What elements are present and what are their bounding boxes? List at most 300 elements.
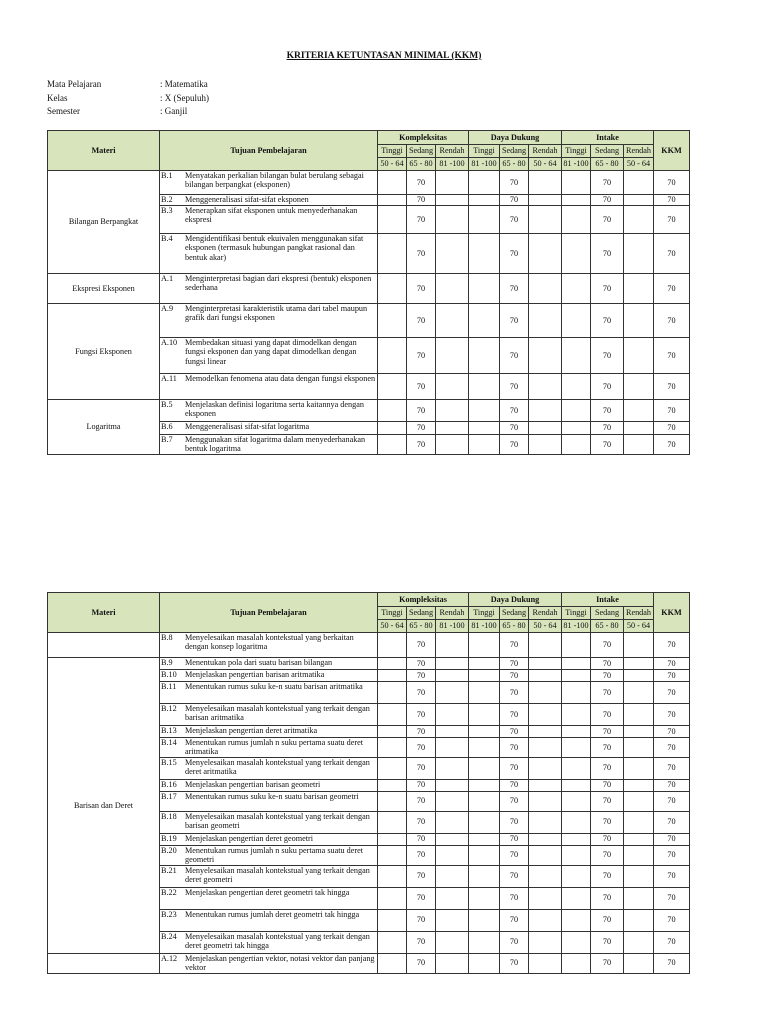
kkm-cell: 70 (654, 658, 690, 670)
score-cell: 70 (591, 726, 624, 738)
empty-cell (469, 206, 500, 234)
empty-cell (529, 435, 562, 455)
header-level: Sedang (407, 607, 436, 620)
tujuan-cell (160, 738, 378, 758)
empty-cell (624, 234, 654, 274)
tujuan-code: B.13 (161, 726, 177, 735)
header-level: Tinggi (378, 145, 407, 158)
empty-cell (469, 633, 500, 658)
score-cell: 70 (591, 865, 624, 887)
empty-cell (469, 195, 500, 206)
empty-cell (562, 670, 591, 682)
empty-cell (529, 274, 562, 304)
score-cell: 70 (591, 791, 624, 811)
score-cell: 70 (500, 909, 529, 931)
kkm-cell: 70 (654, 682, 690, 704)
empty-cell (529, 887, 562, 909)
empty-cell (624, 811, 654, 833)
materi-cell: Barisan dan Deret (48, 658, 160, 954)
empty-cell (624, 338, 654, 374)
empty-cell (624, 865, 654, 887)
tujuan-wrap (160, 704, 377, 723)
tujuan-cell (160, 206, 378, 234)
score-cell: 70 (500, 738, 529, 758)
empty-cell (529, 909, 562, 931)
tujuan-text: Menentukan rumus jumlah deret geometri tak hingga (185, 909, 360, 919)
tujuan-text: Menggeneralisasi sifat-sifat logaritma (185, 422, 310, 431)
tujuan-wrap (160, 435, 377, 454)
header-level: Tinggi (562, 145, 591, 158)
kkm-cell: 70 (654, 811, 690, 833)
empty-cell (529, 845, 562, 865)
empty-cell (469, 887, 500, 909)
table-row (48, 304, 690, 338)
tujuan-cell (160, 887, 378, 909)
score-cell: 70 (591, 338, 624, 374)
tujuan-text: Menjelaskan pengertian deret geometri (185, 833, 313, 843)
score-cell: 70 (591, 704, 624, 726)
empty-cell (378, 304, 407, 338)
tujuan-cell (160, 400, 378, 422)
empty-cell (624, 738, 654, 758)
score-cell: 70 (500, 171, 529, 195)
tujuan-cell (160, 374, 378, 400)
score-cell: 70 (407, 195, 436, 206)
empty-cell (378, 909, 407, 931)
empty-cell (436, 304, 469, 338)
empty-cell (529, 811, 562, 833)
tujuan-wrap (160, 834, 377, 843)
score-cell: 70 (407, 304, 436, 338)
header-range: 65 - 80 (407, 158, 436, 171)
score-cell: 70 (500, 304, 529, 338)
tujuan-cell (160, 670, 378, 682)
tujuan-wrap (160, 633, 377, 652)
header-tujuan: Tujuan Pembelajaran (160, 593, 378, 633)
score-cell: 70 (500, 195, 529, 206)
kkm-table-2 (47, 592, 690, 974)
tujuan-code: A.11 (161, 374, 177, 383)
empty-cell (562, 931, 591, 953)
header-range: 50 - 64 (378, 620, 407, 633)
score-cell: 70 (407, 435, 436, 455)
empty-cell (624, 374, 654, 400)
score-cell: 70 (407, 845, 436, 865)
info-label: Semester (47, 106, 80, 116)
info-row-semester (47, 105, 209, 119)
kkm-cell: 70 (654, 726, 690, 738)
empty-cell (624, 887, 654, 909)
header-kkm: KKM (654, 593, 690, 633)
tujuan-text: Menyatakan perkalian bilangan bulat berulang sebagai bilangan berpangkat (eksponen) (185, 171, 364, 190)
kkm-cell: 70 (654, 422, 690, 435)
empty-cell (624, 909, 654, 931)
tujuan-wrap (160, 866, 377, 885)
header-range: 65 - 80 (407, 620, 436, 633)
kkm-cell: 70 (654, 206, 690, 234)
empty-cell (469, 845, 500, 865)
tujuan-code: B.22 (161, 887, 177, 897)
tujuan-code: B.21 (161, 865, 177, 875)
empty-cell (378, 931, 407, 953)
tujuan-cell (160, 909, 378, 931)
tujuan-text: Menyelesaikan masalah kontekstual yang berkaitan dengan konsep logaritma (185, 633, 354, 652)
score-cell: 70 (407, 931, 436, 953)
header-range: 50 - 64 (529, 158, 562, 171)
empty-cell (469, 953, 500, 973)
empty-cell (436, 811, 469, 833)
empty-cell (469, 304, 500, 338)
tujuan-wrap (160, 422, 377, 431)
empty-cell (529, 304, 562, 338)
empty-cell (436, 738, 469, 758)
header-level: Rendah (624, 145, 654, 158)
tujuan-text: Menjelaskan definisi logaritma serta kaitannya dengan eksponen (185, 400, 364, 419)
empty-cell (624, 658, 654, 670)
empty-cell (436, 845, 469, 865)
header-row (48, 131, 690, 145)
empty-cell (529, 195, 562, 206)
score-cell: 70 (591, 953, 624, 973)
header-materi: Materi (48, 593, 160, 633)
score-cell: 70 (500, 658, 529, 670)
tujuan-code: B.6 (161, 422, 173, 431)
empty-cell (562, 887, 591, 909)
score-cell: 70 (591, 909, 624, 931)
tujuan-wrap (160, 954, 377, 973)
header-range: 81 -100 (436, 158, 469, 171)
empty-cell (529, 374, 562, 400)
tujuan-text: Menerapkan sifat eksponen untuk menyederhanakan ekspresi (185, 206, 358, 225)
tujuan-wrap (160, 910, 377, 919)
score-cell: 70 (500, 400, 529, 422)
empty-cell (624, 422, 654, 435)
tujuan-code: B.9 (161, 658, 173, 667)
empty-cell (562, 779, 591, 791)
score-cell: 70 (500, 682, 529, 704)
tujuan-code: B.12 (161, 704, 177, 713)
tujuan-cell (160, 726, 378, 738)
score-cell: 70 (407, 738, 436, 758)
empty-cell (378, 234, 407, 274)
score-cell: 70 (407, 704, 436, 726)
empty-cell (378, 670, 407, 682)
empty-cell (378, 953, 407, 973)
empty-cell (562, 811, 591, 833)
kkm-cell: 70 (654, 791, 690, 811)
kkm-cell: 70 (654, 833, 690, 845)
tujuan-code: B.20 (161, 845, 177, 855)
tujuan-code: A.12 (161, 953, 178, 963)
score-cell: 70 (591, 757, 624, 779)
header-range: 65 - 80 (500, 158, 529, 171)
empty-cell (469, 738, 500, 758)
tujuan-wrap (160, 792, 377, 801)
tujuan-code: A.9 (161, 304, 174, 313)
empty-cell (436, 779, 469, 791)
empty-cell (562, 234, 591, 274)
empty-cell (378, 682, 407, 704)
header-level: Sedang (500, 607, 529, 620)
empty-cell (436, 658, 469, 670)
empty-cell (529, 422, 562, 435)
empty-cell (562, 435, 591, 455)
tujuan-cell (160, 274, 378, 304)
tujuan-text: Menyelesaikan masalah kontekstual yang terkait dengan deret geometri (185, 865, 370, 884)
kkm-cell: 70 (654, 435, 690, 455)
empty-cell (529, 400, 562, 422)
tujuan-code: B.14 (161, 738, 177, 747)
kkm-cell: 70 (654, 274, 690, 304)
table-row (48, 171, 690, 195)
tujuan-wrap (160, 374, 377, 383)
score-cell: 70 (591, 171, 624, 195)
empty-cell (469, 811, 500, 833)
tujuan-code: B.24 (161, 931, 177, 941)
empty-cell (562, 953, 591, 973)
kkm-table-1 (47, 130, 690, 455)
header-level: Tinggi (469, 607, 500, 620)
score-cell: 70 (407, 206, 436, 234)
header-intake: Intake (562, 593, 654, 607)
empty-cell (436, 206, 469, 234)
empty-cell (436, 422, 469, 435)
empty-cell (378, 374, 407, 400)
tujuan-wrap (160, 888, 377, 897)
empty-cell (378, 435, 407, 455)
info-value: : Ganjil (160, 106, 188, 116)
kkm-cell: 70 (654, 195, 690, 206)
score-cell: 70 (500, 633, 529, 658)
score-cell: 70 (500, 931, 529, 953)
empty-cell (378, 704, 407, 726)
kkm-cell: 70 (654, 400, 690, 422)
kkm-cell: 70 (654, 171, 690, 195)
tujuan-code: B.8 (161, 633, 173, 642)
header-range: 50 - 64 (624, 620, 654, 633)
tujuan-code: B.1 (161, 171, 173, 180)
score-cell: 70 (500, 887, 529, 909)
empty-cell (624, 757, 654, 779)
score-cell: 70 (500, 726, 529, 738)
empty-cell (378, 865, 407, 887)
empty-cell (562, 757, 591, 779)
score-cell: 70 (407, 811, 436, 833)
score-cell: 70 (591, 779, 624, 791)
kkm-cell: 70 (654, 374, 690, 400)
empty-cell (378, 779, 407, 791)
empty-cell (436, 374, 469, 400)
tujuan-cell (160, 633, 378, 658)
table-row (48, 658, 690, 670)
empty-cell (529, 833, 562, 845)
header-range: 65 - 80 (500, 620, 529, 633)
empty-cell (529, 338, 562, 374)
tujuan-code: B.4 (161, 234, 173, 243)
tujuan-wrap (160, 234, 377, 262)
tujuan-text: Menjelaskan pengertian deret aritmatika (185, 726, 318, 735)
kkm-cell: 70 (654, 338, 690, 374)
header-level: Sedang (500, 145, 529, 158)
score-cell: 70 (591, 887, 624, 909)
tujuan-text: Menjelaskan pengertian barisan geometri (185, 779, 321, 789)
score-cell: 70 (500, 374, 529, 400)
score-cell: 70 (407, 909, 436, 931)
tujuan-code: B.19 (161, 833, 177, 843)
score-cell: 70 (500, 833, 529, 845)
header-level: Sedang (407, 145, 436, 158)
empty-cell (469, 274, 500, 304)
empty-cell (624, 171, 654, 195)
score-cell: 70 (591, 274, 624, 304)
tujuan-code: B.10 (161, 670, 177, 679)
header-range: 81 -100 (436, 620, 469, 633)
empty-cell (562, 338, 591, 374)
empty-cell (436, 704, 469, 726)
score-cell: 70 (407, 757, 436, 779)
info-label: Mata Pelajaran (47, 79, 102, 89)
tujuan-text: Menjelaskan pengertian barisan aritmatika (185, 670, 325, 679)
tujuan-cell (160, 682, 378, 704)
empty-cell (529, 865, 562, 887)
tujuan-text: Menyelesaikan masalah kontekstual yang terkait dengan deret aritmatika (185, 757, 370, 776)
materi-cell (48, 953, 160, 973)
tujuan-text: Menentukan pola dari suatu barisan bilangan (185, 658, 333, 667)
empty-cell (469, 833, 500, 845)
materi-cell: Fungsi Eksponen (48, 304, 160, 400)
empty-cell (436, 400, 469, 422)
tujuan-wrap (160, 400, 377, 419)
empty-cell (562, 422, 591, 435)
score-cell: 70 (500, 274, 529, 304)
score-cell: 70 (591, 931, 624, 953)
tujuan-text: Menentukan rumus suku ke-n suatu barisan geometri (185, 791, 359, 801)
empty-cell (469, 726, 500, 738)
info-row-class (47, 92, 209, 106)
tujuan-cell (160, 845, 378, 865)
score-cell: 70 (591, 811, 624, 833)
score-cell: 70 (407, 779, 436, 791)
tujuan-wrap (160, 274, 377, 293)
header-kompleksitas: Kompleksitas (378, 131, 469, 145)
tujuan-text: Menggunakan sifat logaritma dalam menyederhanakan bentuk logaritma (185, 435, 366, 454)
tujuan-code: B.2 (161, 195, 173, 204)
score-cell: 70 (407, 400, 436, 422)
info-value: : Matematika (160, 79, 208, 89)
empty-cell (436, 435, 469, 455)
info-row-subject (47, 78, 209, 92)
header-level: Tinggi (378, 607, 407, 620)
tujuan-cell (160, 422, 378, 435)
kkm-cell: 70 (654, 757, 690, 779)
empty-cell (378, 845, 407, 865)
empty-cell (529, 757, 562, 779)
tujuan-wrap (160, 780, 377, 789)
empty-cell (469, 757, 500, 779)
score-cell: 70 (500, 435, 529, 455)
score-cell: 70 (407, 338, 436, 374)
empty-cell (378, 400, 407, 422)
empty-cell (469, 682, 500, 704)
tujuan-wrap (160, 758, 377, 777)
score-cell: 70 (407, 833, 436, 845)
empty-cell (529, 670, 562, 682)
tujuan-code: B.17 (161, 791, 177, 801)
tujuan-text: Menentukan rumus jumlah n suku pertama suatu deret aritmatika (185, 738, 364, 757)
score-cell: 70 (500, 811, 529, 833)
tujuan-cell (160, 435, 378, 455)
empty-cell (378, 791, 407, 811)
tujuan-wrap (160, 932, 377, 951)
document-info (47, 78, 209, 119)
score-cell: 70 (500, 845, 529, 865)
score-cell: 70 (500, 953, 529, 973)
empty-cell (562, 726, 591, 738)
score-cell: 70 (407, 791, 436, 811)
tujuan-code: B.7 (161, 435, 173, 444)
empty-cell (624, 670, 654, 682)
score-cell: 70 (500, 757, 529, 779)
empty-cell (378, 757, 407, 779)
tujuan-cell (160, 757, 378, 779)
empty-cell (436, 195, 469, 206)
header-range: 50 - 64 (529, 620, 562, 633)
kkm-cell: 70 (654, 670, 690, 682)
tujuan-wrap (160, 738, 377, 757)
score-cell: 70 (500, 791, 529, 811)
empty-cell (624, 953, 654, 973)
score-cell: 70 (500, 670, 529, 682)
empty-cell (562, 195, 591, 206)
header-level: Sedang (591, 607, 624, 620)
header-level: Tinggi (469, 145, 500, 158)
empty-cell (529, 682, 562, 704)
empty-cell (436, 865, 469, 887)
empty-cell (469, 171, 500, 195)
tujuan-cell (160, 865, 378, 887)
empty-cell (562, 865, 591, 887)
tujuan-cell (160, 704, 378, 726)
score-cell: 70 (407, 633, 436, 658)
empty-cell (378, 206, 407, 234)
empty-cell (436, 887, 469, 909)
score-cell: 70 (407, 658, 436, 670)
empty-cell (562, 682, 591, 704)
kkm-cell: 70 (654, 887, 690, 909)
tujuan-code: B.15 (161, 757, 177, 767)
score-cell: 70 (407, 274, 436, 304)
tujuan-wrap (160, 195, 377, 204)
empty-cell (562, 400, 591, 422)
empty-cell (529, 953, 562, 973)
empty-cell (624, 274, 654, 304)
tujuan-text: Menyelesaikan masalah kontekstual yang terkait dengan deret geometri tak hingga (185, 931, 370, 950)
empty-cell (378, 726, 407, 738)
score-cell: 70 (591, 400, 624, 422)
empty-cell (529, 234, 562, 274)
score-cell: 70 (407, 682, 436, 704)
score-cell: 70 (500, 779, 529, 791)
empty-cell (624, 726, 654, 738)
header-range: 65 - 80 (591, 158, 624, 171)
tujuan-cell (160, 779, 378, 791)
empty-cell (436, 338, 469, 374)
kkm-cell: 70 (654, 909, 690, 931)
empty-cell (624, 833, 654, 845)
score-cell: 70 (591, 833, 624, 845)
tujuan-code: B.16 (161, 779, 177, 789)
tujuan-cell (160, 234, 378, 274)
